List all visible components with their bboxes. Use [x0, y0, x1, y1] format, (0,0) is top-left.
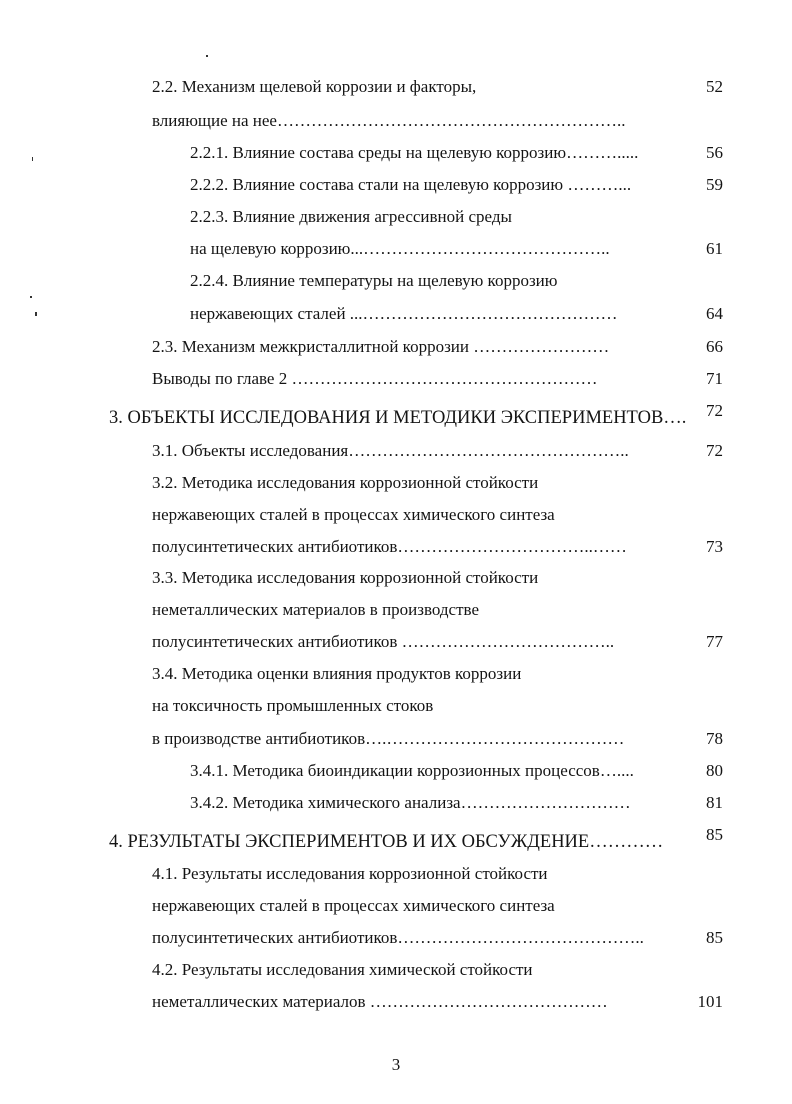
toc-entry-text: 4.1. Результаты исследования коррозионной стойкости — [152, 864, 548, 883]
toc-entry-text: 2.2. Механизм щелевой коррозии и факторы, — [152, 77, 477, 96]
toc-entry-page: 64 — [706, 304, 723, 323]
toc-entry-text: в производстве антибиотиков….…………………………………… — [152, 729, 625, 748]
scan-speck — [35, 312, 37, 316]
toc-entry-text: нержавеющих сталей в процессах химического синтеза — [152, 505, 555, 524]
toc-chapter-heading: 4. РЕЗУЛЬТАТЫ ЭКСПЕРИМЕНТОВ И ИХ ОБСУЖДЕНИЕ………… — [109, 832, 664, 852]
toc-entry-page: 85 — [706, 928, 723, 947]
toc-entry-page: 77 — [706, 632, 723, 651]
toc-entry-text: нержавеющих сталей ...……………………………………… — [190, 304, 618, 323]
toc-entry-page: 80 — [706, 761, 723, 780]
scan-speck — [206, 55, 208, 57]
toc-entry-text: влияющие на нее…………………………………………………….. — [152, 111, 626, 130]
scan-speck — [30, 296, 32, 298]
toc-entry-page: 52 — [706, 77, 723, 96]
toc-entry-text: 3.4.2. Методика химического анализа………………………… — [190, 793, 631, 812]
toc-entry-text: 2.3. Механизм межкристаллитной коррозии …………………… — [152, 337, 610, 356]
toc-entry-text: неметаллических материалов в производстве — [152, 600, 479, 619]
toc-entry-text: 3.3. Методика исследования коррозионной стойкости — [152, 568, 539, 587]
toc-entry-page: 73 — [706, 537, 723, 556]
toc-chapter-heading: 3. ОБЪЕКТЫ ИССЛЕДОВАНИЯ И МЕТОДИКИ ЭКСПЕРИМЕНТОВ…. — [109, 408, 687, 428]
toc-entry-text: на токсичность промышленных стоков — [152, 696, 434, 715]
toc-entry-text: полусинтетических антибиотиков ……………………………….. — [152, 632, 615, 651]
toc-entry-text: 3.2. Методика исследования коррозионной стойкости — [152, 473, 539, 492]
toc-entry-text: 4.2. Результаты исследования химической стойкости — [152, 960, 533, 979]
toc-entry-text: 3.4.1. Методика биоиндикации коррозионных процессов….... — [190, 761, 634, 780]
toc-entry-text: полусинтетических антибиотиков……………………………..…… — [152, 537, 627, 556]
toc-entry-page: 72 — [706, 401, 723, 420]
toc-entry-text: нержавеющих сталей в процессах химического синтеза — [152, 896, 555, 915]
toc-entry-text: полусинтетических антибиотиков…………………………………….. — [152, 928, 644, 947]
toc-entry-page: 56 — [706, 143, 723, 162]
toc-entry-text: 2.2.3. Влияние движения агрессивной среды — [190, 207, 512, 226]
toc-entry-page: 78 — [706, 729, 723, 748]
toc-entry-page: 59 — [706, 175, 723, 194]
toc-entry-page: 81 — [706, 793, 723, 812]
toc-entry-text: 2.2.4. Влияние температуры на щелевую коррозию — [190, 271, 558, 290]
toc-entry-page: 101 — [697, 992, 723, 1011]
page-number: 3 — [391, 1055, 401, 1074]
toc-entry-page: 61 — [706, 239, 723, 258]
toc-entry-text: 3.4. Методика оценки влияния продуктов коррозии — [152, 664, 522, 683]
toc-entry-text: неметаллических материалов …………………………………… — [152, 992, 608, 1011]
toc-entry-text: 3.1. Объекты исследования………………………………………….. — [152, 441, 629, 460]
toc-entry-page: 71 — [706, 369, 723, 388]
toc-entry-page: 72 — [706, 441, 723, 460]
toc-entry-text: Выводы по главе 2 ……………………………………………… — [152, 369, 598, 388]
scan-speck — [32, 157, 33, 161]
toc-entry-text: 2.2.1. Влияние состава среды на щелевую коррозию………..... — [190, 143, 639, 162]
toc-entry-text: на щелевую коррозию...…………………………………….. — [190, 239, 610, 258]
toc-entry-text: 2.2.2. Влияние состава стали на щелевую коррозию ………... — [190, 175, 632, 194]
toc-entry-page: 66 — [706, 337, 723, 356]
toc-entry-page: 85 — [706, 825, 723, 844]
